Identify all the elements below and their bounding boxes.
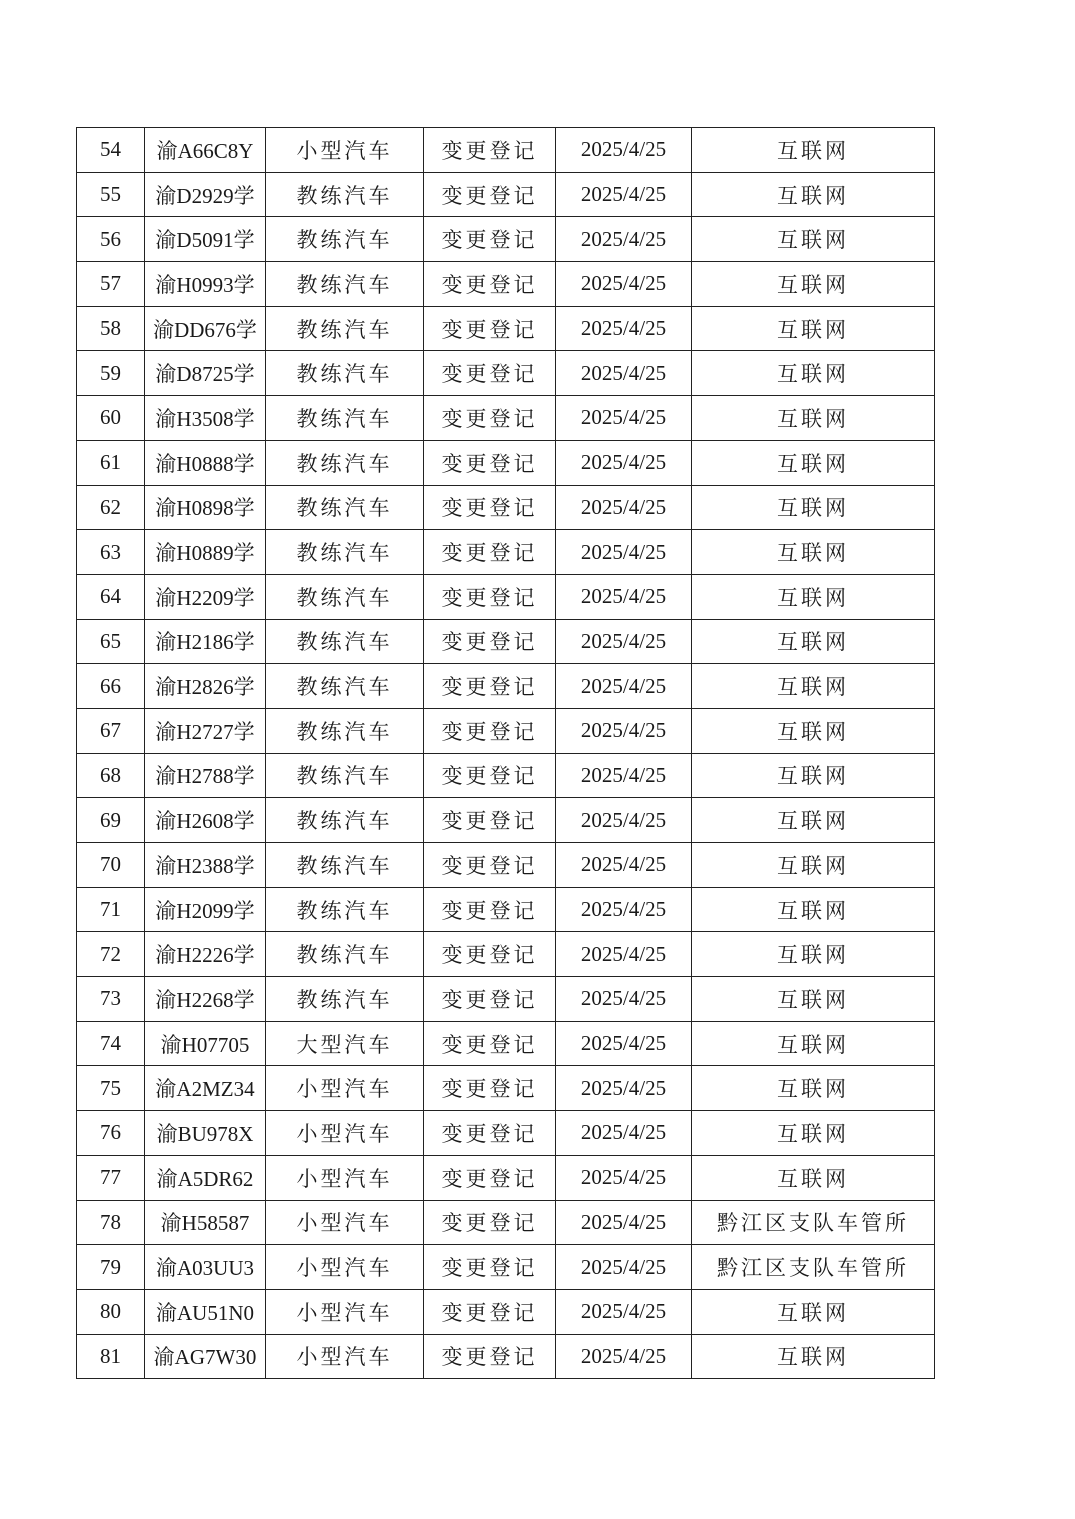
plate-number-cell: 渝H07705 xyxy=(145,1021,266,1066)
business-type-cell: 变更登记 xyxy=(424,977,556,1022)
row-number-cell: 61 xyxy=(77,440,145,485)
handling-office-cell: 互联网 xyxy=(692,396,935,441)
table-row xyxy=(77,1066,935,1111)
plate-number-cell: 渝D5091学 xyxy=(145,217,266,262)
handling-office-cell: 互联网 xyxy=(692,306,935,351)
handling-office-cell: 互联网 xyxy=(692,217,935,262)
handling-office-cell: 互联网 xyxy=(692,1155,935,1200)
row-number-cell: 75 xyxy=(77,1066,145,1111)
business-type-cell: 变更登记 xyxy=(424,619,556,664)
registration-date-cell: 2025/4/25 xyxy=(556,619,692,664)
table-row xyxy=(77,932,935,977)
vehicle-type-cell: 教练汽车 xyxy=(266,306,424,351)
handling-office-cell: 互联网 xyxy=(692,977,935,1022)
registration-date-cell: 2025/4/25 xyxy=(556,351,692,396)
vehicle-type-cell: 教练汽车 xyxy=(266,574,424,619)
row-number-cell: 54 xyxy=(77,128,145,173)
vehicle-type-cell: 教练汽车 xyxy=(266,798,424,843)
business-type-cell: 变更登记 xyxy=(424,440,556,485)
registration-date-cell: 2025/4/25 xyxy=(556,887,692,932)
registration-date-cell: 2025/4/25 xyxy=(556,485,692,530)
business-type-cell: 变更登记 xyxy=(424,485,556,530)
handling-office-cell: 互联网 xyxy=(692,440,935,485)
handling-office-cell: 黔江区支队车管所 xyxy=(692,1245,935,1290)
handling-office-cell: 黔江区支队车管所 xyxy=(692,1200,935,1245)
handling-office-cell: 互联网 xyxy=(692,932,935,977)
plate-number-cell: 渝H0993学 xyxy=(145,262,266,307)
handling-office-cell: 互联网 xyxy=(692,664,935,709)
plate-number-cell: 渝AU51N0 xyxy=(145,1289,266,1334)
handling-office-cell: 互联网 xyxy=(692,1289,935,1334)
row-number-cell: 60 xyxy=(77,396,145,441)
vehicle-type-cell: 教练汽车 xyxy=(266,351,424,396)
plate-number-cell: 渝H2388学 xyxy=(145,843,266,888)
vehicle-type-cell: 小型汽车 xyxy=(266,1289,424,1334)
row-number-cell: 59 xyxy=(77,351,145,396)
row-number-cell: 70 xyxy=(77,843,145,888)
plate-number-cell: 渝H3508学 xyxy=(145,396,266,441)
vehicle-type-cell: 小型汽车 xyxy=(266,1066,424,1111)
business-type-cell: 变更登记 xyxy=(424,1155,556,1200)
plate-number-cell: 渝H2209学 xyxy=(145,574,266,619)
plate-number-cell: 渝H2826学 xyxy=(145,664,266,709)
registration-date-cell: 2025/4/25 xyxy=(556,708,692,753)
row-number-cell: 74 xyxy=(77,1021,145,1066)
handling-office-cell: 互联网 xyxy=(692,262,935,307)
business-type-cell: 变更登记 xyxy=(424,306,556,351)
table-row xyxy=(77,753,935,798)
business-type-cell: 变更登记 xyxy=(424,1021,556,1066)
handling-office-cell: 互联网 xyxy=(692,798,935,843)
handling-office-cell: 互联网 xyxy=(692,753,935,798)
vehicle-type-cell: 教练汽车 xyxy=(266,753,424,798)
registration-date-cell: 2025/4/25 xyxy=(556,664,692,709)
registration-date-cell: 2025/4/25 xyxy=(556,396,692,441)
handling-office-cell: 互联网 xyxy=(692,574,935,619)
business-type-cell: 变更登记 xyxy=(424,172,556,217)
table-row xyxy=(77,1021,935,1066)
registration-date-cell: 2025/4/25 xyxy=(556,1334,692,1379)
business-type-cell: 变更登记 xyxy=(424,262,556,307)
registration-date-cell: 2025/4/25 xyxy=(556,977,692,1022)
row-number-cell: 68 xyxy=(77,753,145,798)
registration-date-cell: 2025/4/25 xyxy=(556,843,692,888)
vehicle-type-cell: 教练汽车 xyxy=(266,664,424,709)
row-number-cell: 62 xyxy=(77,485,145,530)
plate-number-cell: 渝BU978X xyxy=(145,1111,266,1156)
table-row xyxy=(77,977,935,1022)
plate-number-cell: 渝H58587 xyxy=(145,1200,266,1245)
handling-office-cell: 互联网 xyxy=(692,128,935,173)
plate-number-cell: 渝H2788学 xyxy=(145,753,266,798)
business-type-cell: 变更登记 xyxy=(424,128,556,173)
row-number-cell: 55 xyxy=(77,172,145,217)
handling-office-cell: 互联网 xyxy=(692,485,935,530)
registration-date-cell: 2025/4/25 xyxy=(556,1289,692,1334)
vehicle-type-cell: 教练汽车 xyxy=(266,262,424,307)
registration-date-cell: 2025/4/25 xyxy=(556,262,692,307)
handling-office-cell: 互联网 xyxy=(692,1066,935,1111)
business-type-cell: 变更登记 xyxy=(424,217,556,262)
handling-office-cell: 互联网 xyxy=(692,619,935,664)
vehicle-type-cell: 小型汽车 xyxy=(266,128,424,173)
handling-office-cell: 互联网 xyxy=(692,351,935,396)
plate-number-cell: 渝A2MZ34 xyxy=(145,1066,266,1111)
table-row xyxy=(77,485,935,530)
row-number-cell: 81 xyxy=(77,1334,145,1379)
registration-date-cell: 2025/4/25 xyxy=(556,440,692,485)
business-type-cell: 变更登记 xyxy=(424,708,556,753)
vehicle-type-cell: 教练汽车 xyxy=(266,977,424,1022)
table-row xyxy=(77,530,935,575)
vehicle-registration-table xyxy=(76,127,935,1379)
handling-office-cell: 互联网 xyxy=(692,843,935,888)
business-type-cell: 变更登记 xyxy=(424,664,556,709)
registration-date-cell: 2025/4/25 xyxy=(556,1200,692,1245)
table-row xyxy=(77,262,935,307)
vehicle-type-cell: 大型汽车 xyxy=(266,1021,424,1066)
handling-office-cell: 互联网 xyxy=(692,530,935,575)
handling-office-cell: 互联网 xyxy=(692,708,935,753)
row-number-cell: 72 xyxy=(77,932,145,977)
registration-date-cell: 2025/4/25 xyxy=(556,217,692,262)
business-type-cell: 变更登记 xyxy=(424,932,556,977)
business-type-cell: 变更登记 xyxy=(424,843,556,888)
business-type-cell: 变更登记 xyxy=(424,1245,556,1290)
business-type-cell: 变更登记 xyxy=(424,530,556,575)
vehicle-type-cell: 小型汽车 xyxy=(266,1334,424,1379)
row-number-cell: 76 xyxy=(77,1111,145,1156)
vehicle-type-cell: 教练汽车 xyxy=(266,619,424,664)
registration-date-cell: 2025/4/25 xyxy=(556,128,692,173)
row-number-cell: 63 xyxy=(77,530,145,575)
row-number-cell: 77 xyxy=(77,1155,145,1200)
row-number-cell: 73 xyxy=(77,977,145,1022)
registration-date-cell: 2025/4/25 xyxy=(556,798,692,843)
table-row xyxy=(77,128,935,173)
vehicle-type-cell: 教练汽车 xyxy=(266,932,424,977)
table-row xyxy=(77,172,935,217)
plate-number-cell: 渝H2268学 xyxy=(145,977,266,1022)
plate-number-cell: 渝D8725学 xyxy=(145,351,266,396)
registration-date-cell: 2025/4/25 xyxy=(556,932,692,977)
row-number-cell: 79 xyxy=(77,1245,145,1290)
plate-number-cell: 渝H2727学 xyxy=(145,708,266,753)
row-number-cell: 57 xyxy=(77,262,145,307)
business-type-cell: 变更登记 xyxy=(424,574,556,619)
table-row xyxy=(77,396,935,441)
vehicle-type-cell: 小型汽车 xyxy=(266,1245,424,1290)
plate-number-cell: 渝DD676学 xyxy=(145,306,266,351)
plate-number-cell: 渝A66C8Y xyxy=(145,128,266,173)
table-row xyxy=(77,306,935,351)
row-number-cell: 80 xyxy=(77,1289,145,1334)
plate-number-cell: 渝AG7W30 xyxy=(145,1334,266,1379)
plate-number-cell: 渝H2186学 xyxy=(145,619,266,664)
table-row xyxy=(77,1289,935,1334)
business-type-cell: 变更登记 xyxy=(424,1200,556,1245)
table-row xyxy=(77,351,935,396)
plate-number-cell: 渝D2929学 xyxy=(145,172,266,217)
plate-number-cell: 渝H2608学 xyxy=(145,798,266,843)
handling-office-cell: 互联网 xyxy=(692,1021,935,1066)
vehicle-type-cell: 教练汽车 xyxy=(266,708,424,753)
vehicle-type-cell: 教练汽车 xyxy=(266,396,424,441)
vehicle-type-cell: 小型汽车 xyxy=(266,1200,424,1245)
table-row xyxy=(77,887,935,932)
registration-date-cell: 2025/4/25 xyxy=(556,1111,692,1156)
registration-date-cell: 2025/4/25 xyxy=(556,1155,692,1200)
vehicle-type-cell: 小型汽车 xyxy=(266,1155,424,1200)
handling-office-cell: 互联网 xyxy=(692,172,935,217)
table-row xyxy=(77,798,935,843)
table-row xyxy=(77,1155,935,1200)
row-number-cell: 58 xyxy=(77,306,145,351)
business-type-cell: 变更登记 xyxy=(424,351,556,396)
handling-office-cell: 互联网 xyxy=(692,1111,935,1156)
business-type-cell: 变更登记 xyxy=(424,887,556,932)
row-number-cell: 65 xyxy=(77,619,145,664)
registration-date-cell: 2025/4/25 xyxy=(556,172,692,217)
business-type-cell: 变更登记 xyxy=(424,798,556,843)
table-row xyxy=(77,664,935,709)
vehicle-type-cell: 教练汽车 xyxy=(266,172,424,217)
vehicle-type-cell: 教练汽车 xyxy=(266,887,424,932)
handling-office-cell: 互联网 xyxy=(692,887,935,932)
vehicle-type-cell: 教练汽车 xyxy=(266,485,424,530)
registration-date-cell: 2025/4/25 xyxy=(556,1245,692,1290)
table-row xyxy=(77,1200,935,1245)
plate-number-cell: 渝A03UU3 xyxy=(145,1245,266,1290)
registration-date-cell: 2025/4/25 xyxy=(556,306,692,351)
plate-number-cell: 渝H0898学 xyxy=(145,485,266,530)
business-type-cell: 变更登记 xyxy=(424,753,556,798)
plate-number-cell: 渝H2226学 xyxy=(145,932,266,977)
business-type-cell: 变更登记 xyxy=(424,1289,556,1334)
vehicle-type-cell: 教练汽车 xyxy=(266,530,424,575)
plate-number-cell: 渝A5DR62 xyxy=(145,1155,266,1200)
plate-number-cell: 渝H0888学 xyxy=(145,440,266,485)
row-number-cell: 56 xyxy=(77,217,145,262)
registration-date-cell: 2025/4/25 xyxy=(556,1021,692,1066)
table-row xyxy=(77,619,935,664)
business-type-cell: 变更登记 xyxy=(424,1111,556,1156)
plate-number-cell: 渝H2099学 xyxy=(145,887,266,932)
table-row xyxy=(77,217,935,262)
handling-office-cell: 互联网 xyxy=(692,1334,935,1379)
table-row xyxy=(77,1245,935,1290)
registration-date-cell: 2025/4/25 xyxy=(556,530,692,575)
row-number-cell: 66 xyxy=(77,664,145,709)
business-type-cell: 变更登记 xyxy=(424,396,556,441)
table-row xyxy=(77,440,935,485)
row-number-cell: 78 xyxy=(77,1200,145,1245)
plate-number-cell: 渝H0889学 xyxy=(145,530,266,575)
table-row xyxy=(77,843,935,888)
business-type-cell: 变更登记 xyxy=(424,1334,556,1379)
vehicle-type-cell: 教练汽车 xyxy=(266,440,424,485)
table-body xyxy=(77,128,935,1379)
business-type-cell: 变更登记 xyxy=(424,1066,556,1111)
vehicle-type-cell: 小型汽车 xyxy=(266,1111,424,1156)
vehicle-type-cell: 教练汽车 xyxy=(266,843,424,888)
table-row xyxy=(77,1111,935,1156)
vehicle-type-cell: 教练汽车 xyxy=(266,217,424,262)
registration-date-cell: 2025/4/25 xyxy=(556,753,692,798)
table-row xyxy=(77,574,935,619)
registration-date-cell: 2025/4/25 xyxy=(556,1066,692,1111)
row-number-cell: 69 xyxy=(77,798,145,843)
row-number-cell: 71 xyxy=(77,887,145,932)
table-row xyxy=(77,1334,935,1379)
row-number-cell: 64 xyxy=(77,574,145,619)
registration-date-cell: 2025/4/25 xyxy=(556,574,692,619)
table-row xyxy=(77,708,935,753)
row-number-cell: 67 xyxy=(77,708,145,753)
